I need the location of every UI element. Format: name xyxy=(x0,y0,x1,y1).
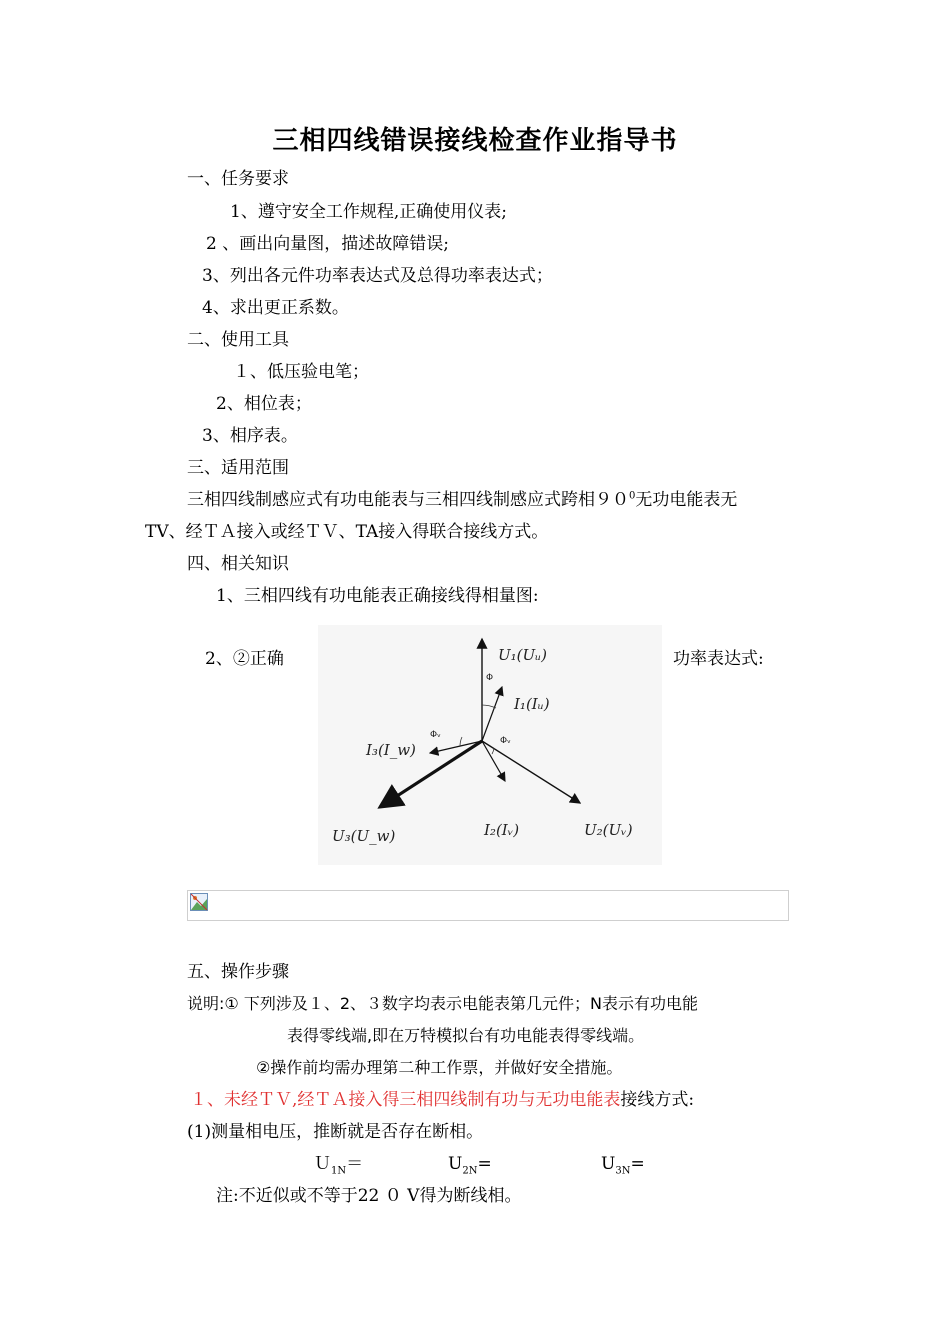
i1-label: I₁(Iᵤ) xyxy=(514,695,550,713)
phasor-diagram xyxy=(318,625,662,865)
i2-label: I₂(Iᵥ) xyxy=(484,821,520,839)
broken-image-frame xyxy=(187,890,789,921)
step-1-substep: (1)测量相电压，推断就是否存在断相。 xyxy=(187,1122,484,1142)
list-item-continuation: 功率表达式: xyxy=(673,649,764,669)
u3-label: U₃(U_w) xyxy=(332,827,396,845)
i2-phasor xyxy=(482,741,505,781)
section-5-heading: 五、操作步骤 xyxy=(187,962,289,982)
note-line-1: 说明:① 下列涉及１、2、３数字均表示电能表第几元件；N表示有功电能 xyxy=(187,994,698,1013)
list-item: １、低压验电笔； xyxy=(233,362,369,382)
list-item: 1、三相四线有功电能表正确接线得相量图: xyxy=(216,586,539,606)
phi-v-label: Φᵥ xyxy=(500,736,511,746)
note-line-2: 表得零线端,即在万特模拟台有功电能表得零线端。 xyxy=(287,1026,645,1045)
page-title: 三相四线错误接线检查作业指导书 xyxy=(272,126,678,156)
u2-phasor xyxy=(482,741,580,803)
broken-image-icon xyxy=(190,893,208,911)
list-item: 3、列出各元件功率表达式及总得功率表达式； xyxy=(202,266,553,286)
step-1-heading-red: １、未经ＴＶ,经ＴＡ接入得三相四线制有功与无功电能表 xyxy=(190,1090,621,1110)
scope-paragraph-line2: TV、经ＴＡ接入或经ＴＶ、TA接入得联合接线方式。 xyxy=(145,522,549,542)
voltage-u3n: $U_{3N}=$ xyxy=(601,1154,645,1177)
voltage-u1n: Ｕ$_{1N}$＝ xyxy=(314,1154,364,1177)
section-2-heading: 二、使用工具 xyxy=(187,330,289,350)
list-item: 2 、画出向量图，描述故障错误; xyxy=(206,234,449,254)
section-1-heading: 一、任务要求 xyxy=(187,169,289,189)
i3-label: I₃(I_w) xyxy=(366,741,416,759)
voltage-u2n: $U_{2N}=$ xyxy=(448,1154,492,1177)
scope-paragraph-line1: 三相四线制感应式有功电能表与三相四线制感应式跨相$90^0$无功电能表无 xyxy=(187,490,738,510)
step-1-note: 注:不近似或不等于22 ０ V得为断线相。 xyxy=(216,1186,522,1206)
u2-label: U₂(Uᵥ) xyxy=(584,821,633,839)
phi-w-label: Φᵥ xyxy=(430,730,441,740)
u1-label: U₁(Uᵤ) xyxy=(498,646,547,664)
list-item: 1、遵守安全工作规程,正确使用仪表; xyxy=(230,202,507,222)
list-item: 2、相位表； xyxy=(216,394,312,414)
phi-label: Φ xyxy=(486,673,494,683)
note-line-3: ②操作前均需办理第二种工作票，并做好安全措施。 xyxy=(256,1058,623,1077)
i1-phasor xyxy=(482,687,502,741)
step-1-heading: １、未经ＴＶ,经ＴＡ接入得三相四线制有功与无功电能表接线方式: xyxy=(190,1090,695,1110)
list-item: 2、②正确 xyxy=(205,649,284,669)
list-item: 3、相序表。 xyxy=(202,426,298,446)
list-item: 4、求出更正系数。 xyxy=(202,298,349,318)
section-3-heading: 三、适用范围 xyxy=(187,458,289,478)
section-4-heading: 四、相关知识 xyxy=(187,554,289,574)
